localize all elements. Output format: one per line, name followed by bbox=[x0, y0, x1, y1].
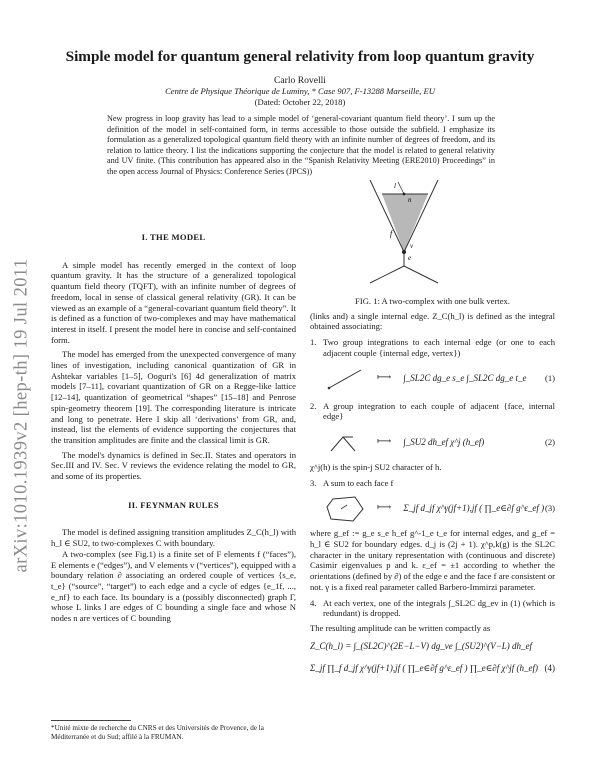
section1-paragraph-3: The model's dynamics is defined in Sec.II. States and operators in Sec.III and IV. Sec. V reviews the evidence relating the model to GR, and some of its properties. bbox=[51, 449, 296, 482]
equation-3-number: (3) bbox=[544, 502, 555, 513]
label-f: f bbox=[390, 229, 393, 238]
equation-4-number: (4) bbox=[544, 663, 555, 674]
figure-caption: FIG. 1: A two-complex with one bulk vertex. bbox=[355, 296, 510, 306]
item-text: At each vertex, one of the integrals ∫_SL2C dg_ev in (1) (which is redundant) is dropped. bbox=[323, 597, 555, 619]
label-l: l bbox=[394, 182, 396, 190]
footnote-rule bbox=[51, 720, 131, 721]
right-column bbox=[310, 192, 555, 680]
rule-item-4 bbox=[310, 598, 555, 619]
character-note: χ^j(h) is the spin-j SU2 character of h. bbox=[310, 461, 442, 472]
item-number: 4. bbox=[310, 597, 317, 608]
section1-paragraph-1: A simple model has recently emerged in the context of loop quantum gravity. It has the structure of a generalized topological quantum field theory (TQFT), with an infinite number of degrees of freedom, local in sense of classical general relativity (GR). It can be viewed as an example of a “general-covariant quantum field theory”. It is defined as a function of two-complexes and may have mathematical interest in itself. I present the model here in concise and self-contained form. bbox=[51, 259, 296, 345]
section1-paragraph-2: The model has emerged from the unexpected convergence of many lines of investigation, including canonical quantization of GR in Ashtekar variables [1–5], Ooguri's [6] 4d generalization of matrix models [7–11], covariant quantization of GR on a Regge-like lattice [12–14], quantization of geometrical “shapes” [15–18] and Penrose spin-geometry theorem [19]. The corresponding literature is intricate and long to penetrate. Here I skip all ‘derivations’ from GR, and, instead, list the elements of evidence supporting the conjectures that the transition amplitudes are finite and the classical limit is GR. bbox=[51, 349, 296, 445]
item-number: 3. bbox=[310, 477, 317, 488]
equation-1-expr: ∫_SL2C dg_e s_e ∫_SL2C dg_e t_e bbox=[403, 373, 527, 384]
section2-paragraph-2: A two-complex (see Fig.1) is a finite set of F elements f (“faces”), E elements e (“edges”), and V elements v (“vertices”), equipped with a boundary relation ∂ associating an ordered couple of vertices {s_e, t_e} (“source”, “target”) to each edge and a cycle of edges {e_1f, ..., e_nf} to each face. Its boundary is a (possibly disconnected) graph Γ, whose L links l are edges of C bounding a single face and whose N nodes n are vertices of C bounding bbox=[51, 548, 296, 624]
equation-2-expr: ∫_SU2 dh_ef χ^j (h_ef) bbox=[403, 436, 485, 447]
date-line: (Dated: October 22, 2018) bbox=[254, 97, 346, 107]
equation-1: ⟼ ∫_SL2C dg_e s_e ∫_SL2C dg_e t_e (1) bbox=[323, 362, 555, 396]
section-heading-feynman: II. FEYNMAN RULES bbox=[128, 499, 219, 510]
rule-item-2 bbox=[310, 401, 555, 422]
item-number: 2. bbox=[310, 400, 317, 411]
arxiv-stamp bbox=[2, 250, 42, 580]
author-affiliation: Centre de Physique Théorique de Luminy, * Case 907, F-13288 Marseille, EU bbox=[165, 86, 435, 96]
equation-1-number: (1) bbox=[544, 373, 555, 384]
face-edge-glyph-icon bbox=[323, 427, 367, 457]
face-glyph-icon bbox=[323, 493, 367, 523]
equation-4-line-1: Z_C(h_l) = ∫_(SL2C)^(2E−L−V) dg_ve ∫_(SU2)^(V−L) dh_ef bbox=[310, 641, 533, 652]
footnote: *Unité mixte de recherche du CNRS et des Universités de Provence, de la Méditerranée et du Sud; affilé à la FRUMAN. bbox=[51, 724, 264, 741]
item-number: 1. bbox=[310, 337, 317, 348]
equation-4-line-2: Σ_jf ∏_f d_jf χ^γ(jf+1),jf ( ∏_e∈∂f g^ε_ef ) ∏_e∈∂f χ^jf (h_ef) bbox=[310, 663, 538, 674]
equation-2-number: (2) bbox=[544, 436, 555, 447]
section2-paragraph-1: The model is defined assigning transition amplitudes Z_C(h_l) with h_l ∈ SU2, to two-complexes C with boundary. bbox=[51, 527, 296, 549]
label-v: v bbox=[410, 242, 414, 250]
left-column bbox=[51, 232, 296, 624]
resulting-amplitude-text: The resulting amplitude can be written compactly as bbox=[310, 622, 491, 633]
rule-item-3 bbox=[310, 478, 555, 489]
item-text: A sum to each face f bbox=[323, 477, 394, 488]
section-heading-model: I. THE MODEL bbox=[141, 232, 206, 242]
definitions-paragraph: where g_ef := g_e s_e h_ef g^-1_e t_e for internal edges, and g_ef = h_l ∈ SU2 for boundary edges. d_j is (2j + 1). χ^p,k(g) is the SL2C character in the unitary representation with (continuous and discrete) Casimir eigenvalues p and k. ε_ef = ±1 according to whether the orientations (defined by ∂) of the edge e and the face f are consistent or not. γ is a fixed real parameter called Barbero-Immirzi parameter. bbox=[310, 528, 555, 592]
arxiv-id: arXiv:1010.1939v2 [hep-th] 19 Jul 2011 bbox=[11, 257, 32, 573]
equation-2: ⟼ ∫_SU2 dh_ef χ^j (h_ef) (2) bbox=[323, 425, 555, 459]
item-text: A group integration to each couple of adjacent {face, internal edge} bbox=[323, 400, 555, 422]
right-intro-paragraph: (links and) a single internal edge. Z_C(h_l) is defined as the integral obtained associating: bbox=[310, 310, 555, 332]
item-text: Two group integrations to each internal edge (or one to each adjacent couple {internal edge, vertex}) bbox=[323, 337, 555, 358]
edge-glyph-icon bbox=[323, 364, 367, 394]
equation-4 bbox=[310, 636, 555, 680]
abstract: New progress in loop gravity has lead to a simple model of ‘general-covariant quantum field theory’. I sum up the definition of the model in self-contained form, in terms accessible to those outside the subfield. I emphasize its formulation as a generalized topological quantum field theory with an infinite number of degrees of freedom, and its relation to lattice theory. I list the indications supporting the conjecture that the model is related to general relativity and UV finite. (This contribution has appeared also in the “Spanish Relativity Meeting (ERE2010) Proceedings” in the open access Journal of Physics: Conference Series (JPCS)) bbox=[107, 114, 495, 176]
author-name: Carlo Rovelli bbox=[274, 75, 326, 86]
label-e: e bbox=[408, 254, 412, 262]
label-n: n bbox=[408, 196, 412, 204]
equation-3: ⟼ Σ_jf d_jf χ^γ(jf+1),jf ( ∏_e∈∂f g^ε_ef ) (3) bbox=[323, 491, 555, 525]
equation-3-expr: Σ_jf d_jf χ^γ(jf+1),jf ( ∏_e∈∂f g^ε_ef ) bbox=[403, 502, 545, 513]
paper-title: Simple model for quantum general relativity from loop quantum gravity bbox=[65, 48, 535, 65]
rule-item-1 bbox=[310, 337, 555, 358]
